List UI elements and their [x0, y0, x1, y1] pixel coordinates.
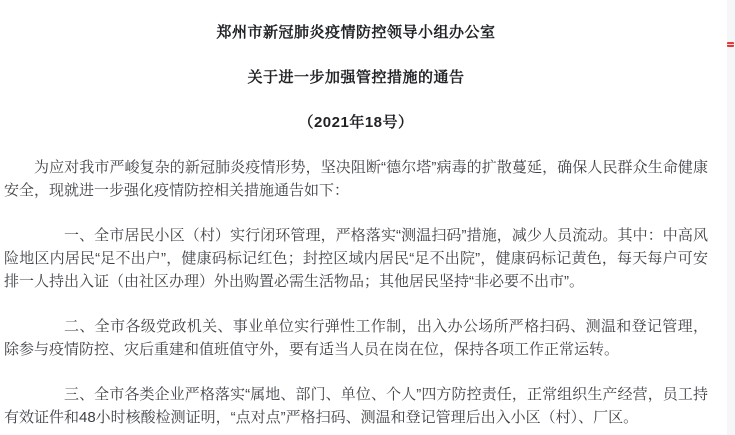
paragraph-item-1: 一、全市居民小区（村）实行闭环管理，严格落实“测温扫码”措施，减少人员流动。其中：中高风险地区内居民“足不出户”，健康码标记红色；封控区域内居民“足不出院”，健康码标记黄色，每天每户可安排一人持出入证（由社区办理）外出购置必需生活物品；其他居民坚持“非必要不出市”。 — [4, 227, 708, 290]
doc-number: （2021年18号） — [298, 114, 414, 131]
red-marker-fragment — [727, 42, 734, 47]
paragraph-item-2: 二、全市各级党政机关、事业单位实行弹性工作制，出入办公场所严格扫码、测温和登记管理，除参与疫情防控、灾后重建和值班值守外，要有适当人员在岗在位，保持各项工作正常运转。 — [4, 318, 708, 358]
scrollbar-track[interactable] — [727, 0, 735, 435]
paragraph-item-3: 三、全市各类企业严格落实“属地、部门、单位、个人”四方防控责任，正常组织生产经营，员工持有效证件和48小时核酸检测证明，“点对点”严格扫码、测温和登记管理后出入小区（村）、厂区。 — [4, 386, 708, 426]
doc-subject-title: 关于进一步加强管控措施的通告 — [247, 69, 465, 86]
doc-org-title: 郑州市新冠肺炎疫情防控领导小组办公室 — [216, 24, 496, 41]
paragraph-intro: 为应对我市严峻复杂的新冠肺炎疫情形势，坚决阻断“德尔塔”病毒的扩散蔓延，确保人民群众生命健康安全，现就进一步强化疫情防控相关措施通告如下： — [4, 159, 708, 199]
